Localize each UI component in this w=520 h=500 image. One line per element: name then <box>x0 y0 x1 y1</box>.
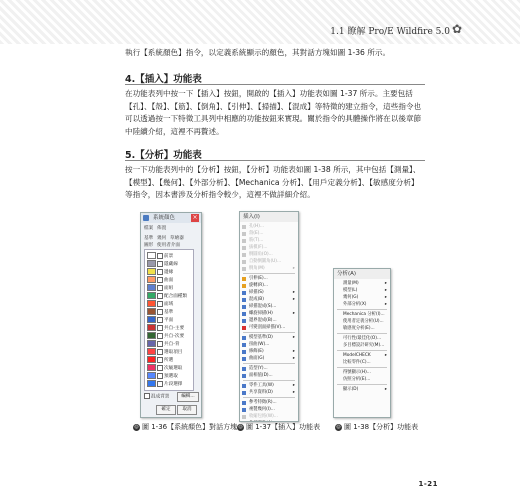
menu-item-label: 可變剖面掃描(V)... <box>249 325 286 330</box>
color-swatch[interactable] <box>147 332 156 339</box>
menu-item[interactable] <box>334 376 390 383</box>
color-list-item[interactable] <box>147 292 191 300</box>
menu-item[interactable] <box>240 389 298 396</box>
menu-item-icon <box>242 401 246 405</box>
insert-paragraph: 在功能表列中按一下【插入】按鈕，開啟的【插入】功能表如圖 1-37 所示。主要包括【孔】、【殼】、【筋】、【倒角】、【引伸】、【掃描】、【混成】等特徵的建立指令，這些指令也可以透過按一下特徵工具列中相應的功能按鈕來實現。關於指令的具體操作將在以後章節中陸續介紹，這裡不再贅述。 <box>125 89 422 136</box>
menu-item[interactable] <box>240 341 298 348</box>
app-icon <box>143 215 149 221</box>
color-item-label: 次級選取 <box>164 366 183 371</box>
menu-item[interactable] <box>334 335 390 342</box>
menu-item[interactable] <box>240 223 298 230</box>
checkbox[interactable] <box>157 269 163 275</box>
color-swatch[interactable] <box>147 268 156 275</box>
tab-graphics[interactable]: 圖形 <box>144 243 154 248</box>
color-list-item[interactable] <box>147 356 191 364</box>
dialog-titlebar <box>141 213 201 223</box>
checkbox[interactable] <box>157 309 163 315</box>
checkbox[interactable] <box>157 293 163 299</box>
menu-item-icon <box>242 343 246 347</box>
submenu-arrow-icon: ▸ <box>384 288 387 293</box>
menu-item[interactable] <box>240 230 298 237</box>
color-list-item[interactable] <box>147 324 191 332</box>
submenu-arrow-icon: ▸ <box>292 335 295 340</box>
color-item-label: 選取項目 <box>164 350 183 355</box>
menu-item[interactable] <box>334 311 390 318</box>
color-item-label: 預選取 <box>164 374 178 379</box>
menu-item[interactable] <box>240 324 298 331</box>
menu-item-label: 外部分析(X) <box>343 302 367 307</box>
checkbox[interactable] <box>157 261 163 267</box>
menu-item-label: 仿照分析(E)... <box>343 377 371 382</box>
menu-item-label: 共享資料(D) <box>249 390 273 395</box>
menu-item-icon <box>242 277 246 281</box>
menu-file[interactable]: 檔案 <box>144 226 154 231</box>
figure-caption: ◎ 圖 1-36【系統顏色】對話方塊 <box>134 423 238 431</box>
menu-separator <box>337 333 387 334</box>
menu-item[interactable] <box>334 386 390 393</box>
color-item-label: 基準 <box>164 310 174 315</box>
menu-item-icon <box>242 336 246 340</box>
tab-datum[interactable]: 基準 <box>144 236 154 241</box>
menu-item[interactable] <box>240 289 298 296</box>
submenu-arrow-icon: ▸ <box>384 281 387 286</box>
menu-item-icon <box>242 326 246 330</box>
tab-user-interface[interactable]: 使用者介面 <box>157 243 180 248</box>
ok-button[interactable]: 確定 <box>156 405 176 415</box>
cancel-button[interactable]: 取消 <box>177 405 197 415</box>
menu-item-icon <box>242 239 246 243</box>
checkbox[interactable] <box>157 317 163 323</box>
color-list-item[interactable] <box>147 364 191 372</box>
analysis-menu-title: 分析(A) <box>334 269 390 279</box>
menu-item-icon <box>242 253 246 257</box>
menu-item-icon <box>242 284 246 288</box>
submenu-arrow-icon: ▸ <box>384 387 387 392</box>
menu-item[interactable] <box>240 413 298 420</box>
menu-item-icon <box>242 408 246 412</box>
insert-menu-heading <box>125 70 425 85</box>
menu-item-label: 多目標設計研究(M)... <box>343 343 385 348</box>
checkbox[interactable] <box>157 253 163 259</box>
menu-item-icon <box>242 225 246 229</box>
figure-icon: ◎ <box>238 423 243 430</box>
menu-item[interactable] <box>334 287 390 294</box>
menu-item[interactable] <box>334 352 390 359</box>
color-item-label: 面域 <box>164 302 174 307</box>
checkbox[interactable] <box>157 301 163 307</box>
submenu-arrow-icon: ▸ <box>292 349 295 354</box>
figure-icon: ◎ <box>134 423 139 430</box>
menu-item-label: 得號顯示(H)... <box>343 370 371 375</box>
analysis-heading-title: 5.【分析】功能表 <box>125 150 202 161</box>
dialog-title: 系統顏色 <box>153 215 176 221</box>
menu-item-icon <box>242 319 246 323</box>
menu-separator <box>243 363 295 364</box>
menu-item-label: 零件工具(W) <box>249 383 274 388</box>
menu-item-icon <box>242 298 246 302</box>
menu-item-label: Mechanica 分析(I)... <box>343 312 385 317</box>
color-swatch[interactable] <box>147 348 156 355</box>
color-swatch[interactable] <box>147 284 156 291</box>
menu-item-icon <box>242 267 246 271</box>
menu-item-icon <box>242 291 246 295</box>
color-swatch[interactable] <box>147 324 156 331</box>
color-swatch[interactable] <box>147 316 156 323</box>
close-icon[interactable]: × <box>192 214 198 221</box>
color-list-item[interactable] <box>147 300 191 308</box>
submenu-arrow-icon: ▸ <box>292 390 295 395</box>
menu-item[interactable] <box>240 237 298 244</box>
menu-item[interactable] <box>240 244 298 251</box>
submenu-arrow-icon: ▸ <box>292 297 295 302</box>
menu-item-icon <box>242 415 246 419</box>
color-list-item[interactable] <box>147 340 191 348</box>
menu-item-label: 旋轉(R)... <box>249 283 269 288</box>
gear-icon: ✿ <box>451 22 462 36</box>
submenu-arrow-icon: ▸ <box>384 302 387 307</box>
insert-heading-title: 4.【插入】功能表 <box>125 74 202 85</box>
menu-separator <box>243 273 295 274</box>
menu-item-label: 邊界混成(B)... <box>249 318 277 323</box>
header-band <box>0 0 520 44</box>
color-item-label: 曲面 <box>164 278 174 283</box>
menu-item-icon <box>242 232 246 236</box>
blend-bg-checkbox[interactable]: 混成背景 <box>144 393 169 400</box>
menu-item-label: 測量(M) <box>343 281 359 286</box>
color-swatch[interactable] <box>147 260 156 267</box>
edit-button[interactable]: 編輯... <box>177 392 199 402</box>
menu-item[interactable] <box>240 310 298 317</box>
insert-menu-title: 插入(I) <box>240 212 298 222</box>
checkbox[interactable] <box>157 365 163 371</box>
figure-icon: ◎ <box>336 423 341 430</box>
color-list-item[interactable] <box>147 332 191 340</box>
intro-paragraph: 執行【系統顏色】指令，以定義系統顯示的顏色，其對話方塊如圖 1-36 所示。 <box>125 48 391 57</box>
color-item-label: 共自-主要 <box>164 326 185 331</box>
checkbox[interactable] <box>157 349 163 355</box>
menu-item-label: 面相值(D)... <box>249 373 273 378</box>
menu-item-icon <box>242 384 246 388</box>
color-item-label: 隱藏線 <box>164 262 178 267</box>
menu-item[interactable] <box>240 296 298 303</box>
menu-item-label: 倒圓角(O)... <box>249 252 273 257</box>
menu-item[interactable] <box>240 303 298 310</box>
system-colors-dialog <box>140 212 202 418</box>
analysis-menu <box>333 268 391 418</box>
menu-layout[interactable]: 佈置 <box>157 226 167 231</box>
color-swatch[interactable] <box>147 356 156 363</box>
checkbox[interactable] <box>157 381 163 387</box>
color-list-item[interactable] <box>147 348 191 356</box>
menu-item[interactable] <box>240 372 298 379</box>
menu-item[interactable] <box>334 369 390 376</box>
menu-item-label: 筋(T)... <box>249 238 264 243</box>
menu-item[interactable] <box>334 280 390 287</box>
menu-item-label: 收縮包絡(W)... <box>249 414 278 419</box>
tab-geometry[interactable]: 幾何 <box>157 236 167 241</box>
menu-item-label: 曲面(G) <box>249 356 265 361</box>
menu-item[interactable] <box>334 359 390 366</box>
color-list-item[interactable] <box>147 252 191 260</box>
menu-item[interactable] <box>240 399 298 406</box>
menu-item-icon <box>242 305 246 309</box>
menu-item-icon <box>242 312 246 316</box>
menu-item-label: 參考特徵(R)... <box>249 400 277 405</box>
color-swatch[interactable] <box>147 340 156 347</box>
menu-item[interactable] <box>240 265 298 272</box>
color-item-label: 共自-背 <box>164 342 180 347</box>
menu-item-label: 殼(E)... <box>249 231 264 236</box>
menu-separator <box>243 397 295 398</box>
menu-item[interactable] <box>240 348 298 355</box>
color-list-item[interactable] <box>147 372 191 380</box>
menu-separator <box>243 332 295 333</box>
menu-item-label: 倒角(M) <box>249 266 265 271</box>
color-item-label: 片段選擇 <box>164 382 183 387</box>
figure-caption: ◎ 圖 1-38【分析】功能表 <box>336 423 419 431</box>
menu-item-icon <box>242 246 246 250</box>
menu-item[interactable] <box>240 334 298 341</box>
menu-item[interactable] <box>334 342 390 349</box>
menu-item-label: 孔(H)... <box>249 224 264 229</box>
menu-item[interactable] <box>334 301 390 308</box>
menu-item[interactable] <box>240 382 298 389</box>
menu-item[interactable] <box>334 325 390 332</box>
color-list-item[interactable] <box>147 268 191 276</box>
menu-item-label: 可行性/最佳化(O)... <box>343 336 382 341</box>
color-swatch[interactable] <box>147 364 156 371</box>
color-list-item[interactable] <box>147 380 191 388</box>
menu-item-icon <box>242 391 246 395</box>
menu-item-icon <box>242 260 246 264</box>
menu-separator <box>337 384 387 385</box>
menu-item-icon <box>242 367 246 371</box>
menu-item[interactable] <box>240 317 298 324</box>
menu-item[interactable] <box>240 365 298 372</box>
color-item-label: 所選 <box>164 358 174 363</box>
checkbox[interactable] <box>157 285 163 291</box>
menu-separator <box>337 309 387 310</box>
color-list-item[interactable] <box>147 276 191 284</box>
menu-item-label: 敏感度分析(E)... <box>343 326 375 331</box>
submenu-arrow-icon: ▸ <box>292 356 295 361</box>
insert-menu <box>239 211 299 422</box>
menu-item[interactable] <box>240 406 298 413</box>
menu-item[interactable] <box>240 275 298 282</box>
menu-item-icon <box>242 357 246 361</box>
menu-separator <box>337 367 387 368</box>
menu-item-label: 比較零件(C)... <box>343 360 371 365</box>
menu-item[interactable] <box>240 258 298 265</box>
menu-item-label: 複製幾何(I)... <box>249 407 275 412</box>
color-list-item[interactable] <box>147 260 191 268</box>
color-item-label: 面組 <box>164 286 174 291</box>
heading-rule <box>125 160 425 161</box>
menu-item-label: 掃描(S) <box>249 290 264 295</box>
color-swatch[interactable] <box>147 276 156 283</box>
color-list-item[interactable] <box>147 308 191 316</box>
color-list-item[interactable] <box>147 316 191 324</box>
color-swatch[interactable] <box>147 380 156 387</box>
submenu-arrow-icon: ▸ <box>292 290 295 295</box>
color-item-label: 前景 <box>164 254 174 259</box>
checkbox[interactable] <box>157 357 163 363</box>
submenu-arrow-icon: ▸ <box>292 383 295 388</box>
menu-item-label: 模型(L) <box>343 288 358 293</box>
menu-item[interactable] <box>334 294 390 301</box>
analysis-menu-heading <box>125 146 425 161</box>
submenu-arrow-icon: ▸ <box>292 311 295 316</box>
page-number: 1-21 <box>418 480 438 488</box>
color-item-label: 平面 <box>164 318 174 323</box>
color-swatch[interactable] <box>147 308 156 315</box>
color-swatch[interactable] <box>147 292 156 299</box>
tab-sketcher[interactable]: 草繪器 <box>170 236 184 241</box>
menu-item[interactable] <box>334 318 390 325</box>
heading-rule <box>125 84 425 85</box>
color-list-item[interactable] <box>147 284 191 292</box>
color-swatch[interactable] <box>147 372 156 379</box>
menu-item-label: 引伸(E)... <box>249 276 268 281</box>
color-item-label: 配合面種類 <box>164 294 187 299</box>
menu-separator <box>243 380 295 381</box>
checkbox[interactable] <box>157 333 163 339</box>
menu-item-label: 螺旋掃描(H) <box>249 311 273 316</box>
menu-item-label: 模型基準(D) <box>249 335 273 340</box>
menu-item-label: 混成(B) <box>249 297 264 302</box>
color-swatch[interactable] <box>147 300 156 307</box>
menu-item-icon <box>242 350 246 354</box>
menu-item-label: 修飾(E) <box>249 349 264 354</box>
checkbox[interactable] <box>157 373 163 379</box>
menu-item-label: 使用者定義分析(U)... <box>343 319 384 324</box>
menu-item-icon <box>242 374 246 378</box>
menu-item-label: 造型(Y)... <box>249 366 268 371</box>
analysis-paragraph: 按一下功能表列中的【分析】按鈕，【分析】功能表如圖 1-38 所示，其中包括【測量】、【模型】、【幾何】、【外部分析】、【Mechanica 分析】、【用戶定義分析】、【敏感度分析】等指令，因本書涉及分析指令較少，這裡不做詳細介紹。 <box>125 165 421 200</box>
menu-item[interactable] <box>240 251 298 258</box>
menu-item-label: 顯示(D) <box>343 387 359 392</box>
color-swatch[interactable] <box>147 252 156 259</box>
menu-item[interactable] <box>240 355 298 362</box>
color-item-label: 邊緣 <box>164 270 174 275</box>
submenu-arrow-icon: ▸ <box>384 295 387 300</box>
color-item-label: 共自-次要 <box>164 334 185 339</box>
running-header: 1.1 瞭解 Pro/E Wildfire 5.0 <box>330 27 450 37</box>
submenu-arrow-icon: ▸ <box>384 353 387 358</box>
figure-caption: ◎ 圖 1-37【插入】功能表 <box>238 423 321 431</box>
menu-item-label: 幾何(G) <box>343 295 359 300</box>
menu-item-label: ModelCHECK <box>343 353 371 358</box>
checkbox[interactable] <box>157 277 163 283</box>
menu-item[interactable] <box>240 282 298 289</box>
menu-item-label: 扭曲(W)... <box>249 342 270 347</box>
checkbox[interactable] <box>157 325 163 331</box>
submenu-arrow-icon: ▸ <box>292 266 295 271</box>
menu-item-label: 掃描混成(S)... <box>249 304 277 309</box>
color-list <box>144 249 194 391</box>
menu-separator <box>337 350 387 351</box>
menu-item-label: 拔模(F)... <box>249 245 268 250</box>
menu-item-label: 自動倒圓角(U)... <box>249 259 282 264</box>
checkbox[interactable] <box>157 341 163 347</box>
